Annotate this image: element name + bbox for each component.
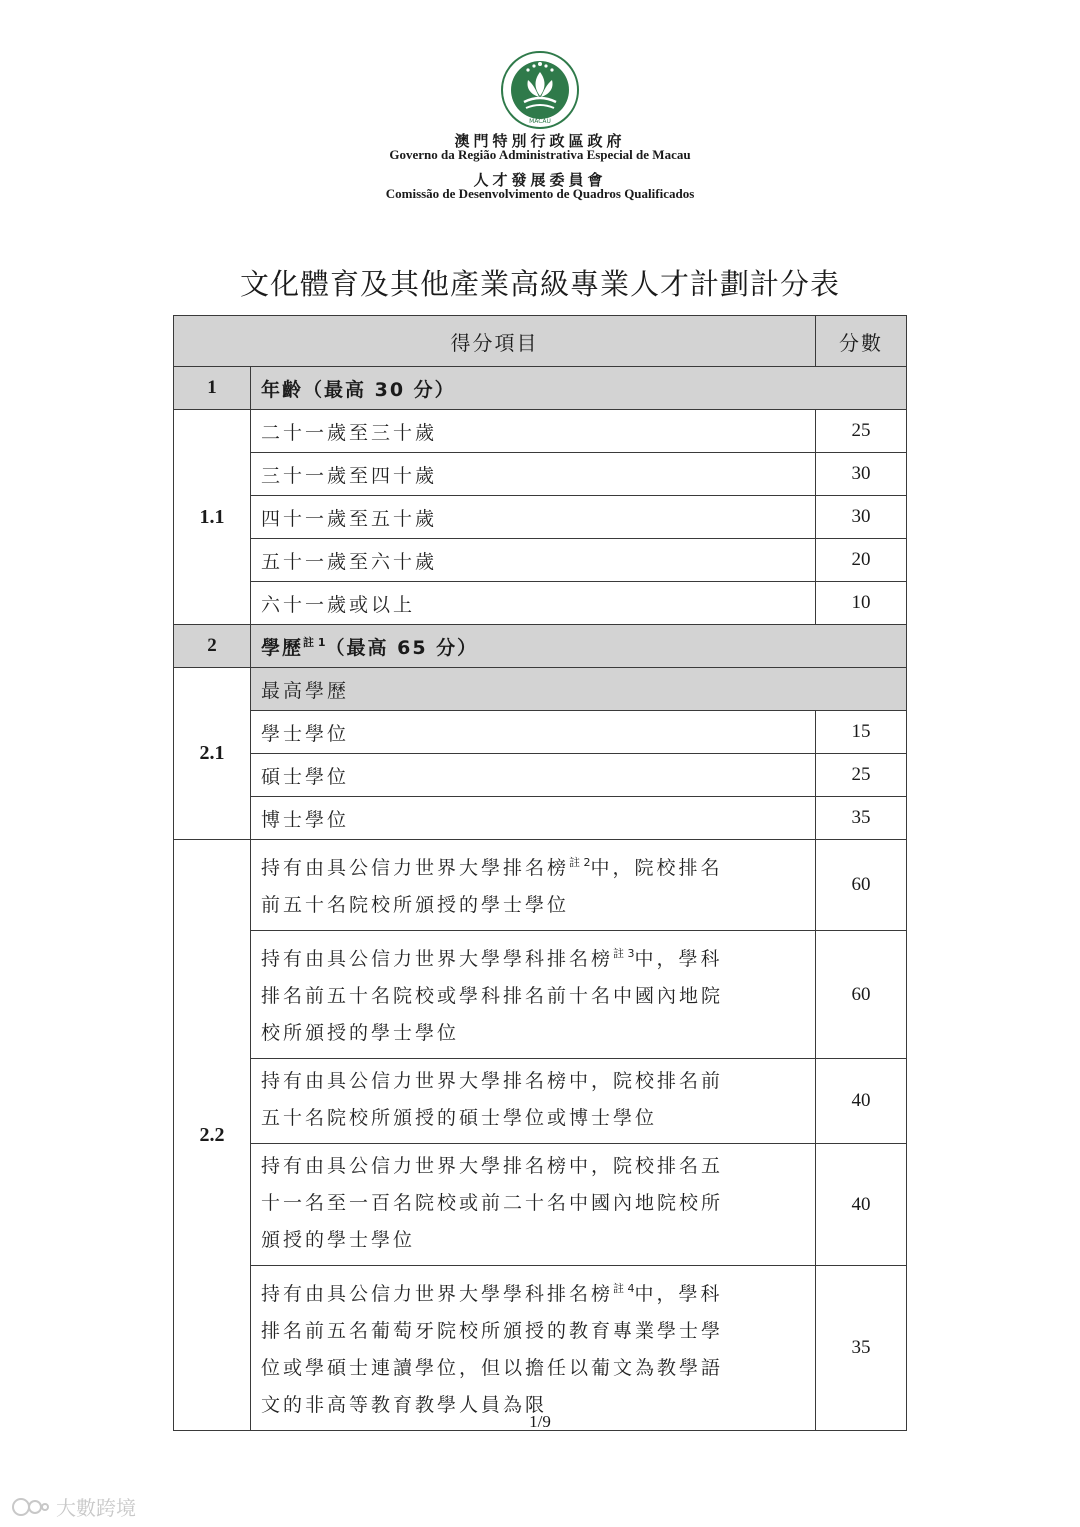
item-points: 40 bbox=[816, 1144, 907, 1266]
department-name-portuguese: Comissão de Desenvolvimento de Quadros Qualificados bbox=[385, 186, 695, 201]
item-points: 15 bbox=[816, 711, 907, 754]
department-name-chinese: 人才發展委員會 bbox=[473, 171, 607, 189]
item-label: 學士學位 bbox=[251, 711, 816, 754]
item-text-cont: 中，院校排名 前五十名院校所頒授的學士學位 bbox=[261, 857, 723, 916]
scoring-table bbox=[173, 315, 907, 1431]
section-number: 2 bbox=[174, 625, 251, 668]
item-label bbox=[251, 931, 816, 1059]
table-row bbox=[174, 453, 907, 496]
table-row bbox=[174, 797, 907, 840]
item-text-cont: 中，學科 排名前五名葡萄牙院校所頒授的教育專業學士學 位或學碩士連讀學位，但以擔任以葡文為教學語 文的非高等教育教學人員為限 bbox=[261, 1283, 724, 1416]
item-label: 二十一歲至三十歲 bbox=[251, 410, 816, 453]
table-row bbox=[174, 840, 907, 931]
table-row bbox=[174, 754, 907, 797]
item-text: 持有由具公信力世界大學學科排名榜 bbox=[261, 948, 614, 970]
footnote-ref: 註 4 bbox=[613, 1282, 635, 1295]
item-text: 持有由具公信力世界大學排名榜 bbox=[261, 857, 570, 879]
section-number: 1 bbox=[174, 367, 251, 410]
table-row bbox=[174, 1059, 907, 1144]
header-scoring-item: 得分項目 bbox=[174, 316, 816, 367]
item-points: 25 bbox=[816, 410, 907, 453]
table-row bbox=[174, 410, 907, 453]
subheader-highest-education: 最高學歷 bbox=[251, 668, 907, 711]
section-label: 年齡（最高 30 分） bbox=[251, 367, 907, 410]
item-text: 持有由具公信力世界大學學科排名榜 bbox=[261, 1283, 614, 1305]
item-points: 30 bbox=[816, 453, 907, 496]
item-text: 持有由具公信力世界大學排名榜中，院校排名前 五十名院校所頒授的碩士學位或博士學位 bbox=[261, 1070, 724, 1129]
table-header-row bbox=[174, 316, 907, 367]
subsection-number: 2.1 bbox=[174, 668, 251, 840]
document-title: 文化體育及其他產業高級專業人才計劃計分表 bbox=[239, 267, 840, 301]
item-label: 三十一歲至四十歲 bbox=[251, 453, 816, 496]
footnote-ref: 註 3 bbox=[613, 947, 635, 960]
item-points: 40 bbox=[816, 1059, 907, 1144]
watermark-text: 大數跨境 bbox=[56, 1496, 136, 1520]
table-row bbox=[174, 711, 907, 754]
item-label: 博士學位 bbox=[251, 797, 816, 840]
item-points: 10 bbox=[816, 582, 907, 625]
section-label-max: （最高 65 分） bbox=[325, 636, 479, 659]
item-text: 持有由具公信力世界大學排名榜中，院校排名五 十一名至一百名院校或前二十名中國內地院校所 頒授的學士學位 bbox=[261, 1155, 724, 1251]
emblem-caption: MACAU bbox=[529, 118, 551, 125]
item-label: 碩士學位 bbox=[251, 754, 816, 797]
section-label-text: 學歷 bbox=[261, 636, 304, 659]
item-points: 20 bbox=[816, 539, 907, 582]
item-label bbox=[251, 1144, 816, 1266]
macau-emblem-logo bbox=[500, 50, 580, 130]
section-row-education bbox=[174, 625, 907, 668]
government-name-portuguese: Governo da Região Administrativa Especial de Macau bbox=[389, 147, 691, 162]
item-label: 四十一歲至五十歲 bbox=[251, 496, 816, 539]
table-row bbox=[174, 931, 907, 1059]
subsection-number: 1.1 bbox=[174, 410, 251, 625]
page-number: 1/9 bbox=[529, 1412, 551, 1431]
footnote-ref: 註 2 bbox=[569, 856, 591, 869]
item-points: 60 bbox=[816, 840, 907, 931]
footnote-ref: 註 1 bbox=[303, 635, 326, 649]
item-points: 30 bbox=[816, 496, 907, 539]
government-name-chinese: 澳門特別行政區政府 bbox=[454, 132, 626, 150]
table-row bbox=[174, 1144, 907, 1266]
table-row bbox=[174, 539, 907, 582]
watermark-logo-icon bbox=[12, 1496, 50, 1518]
item-points: 25 bbox=[816, 754, 907, 797]
table-row bbox=[174, 1266, 907, 1431]
watermark bbox=[12, 1492, 136, 1521]
item-points: 35 bbox=[816, 1266, 907, 1431]
item-label bbox=[251, 1059, 816, 1144]
table-row bbox=[174, 668, 907, 711]
subsection-number: 2.2 bbox=[174, 840, 251, 1431]
table-row bbox=[174, 496, 907, 539]
item-text-cont: 中，學科 排名前五十名院校或學科排名前十名中國內地院 校所頒授的學士學位 bbox=[261, 948, 724, 1044]
item-label bbox=[251, 1266, 816, 1431]
header-points: 分數 bbox=[816, 316, 907, 367]
item-points: 35 bbox=[816, 797, 907, 840]
item-label: 五十一歲至六十歲 bbox=[251, 539, 816, 582]
table-row bbox=[174, 582, 907, 625]
item-label bbox=[251, 840, 816, 931]
item-points: 60 bbox=[816, 931, 907, 1059]
item-label: 六十一歲或以上 bbox=[251, 582, 816, 625]
section-row-age bbox=[174, 367, 907, 410]
section-label bbox=[251, 625, 907, 668]
